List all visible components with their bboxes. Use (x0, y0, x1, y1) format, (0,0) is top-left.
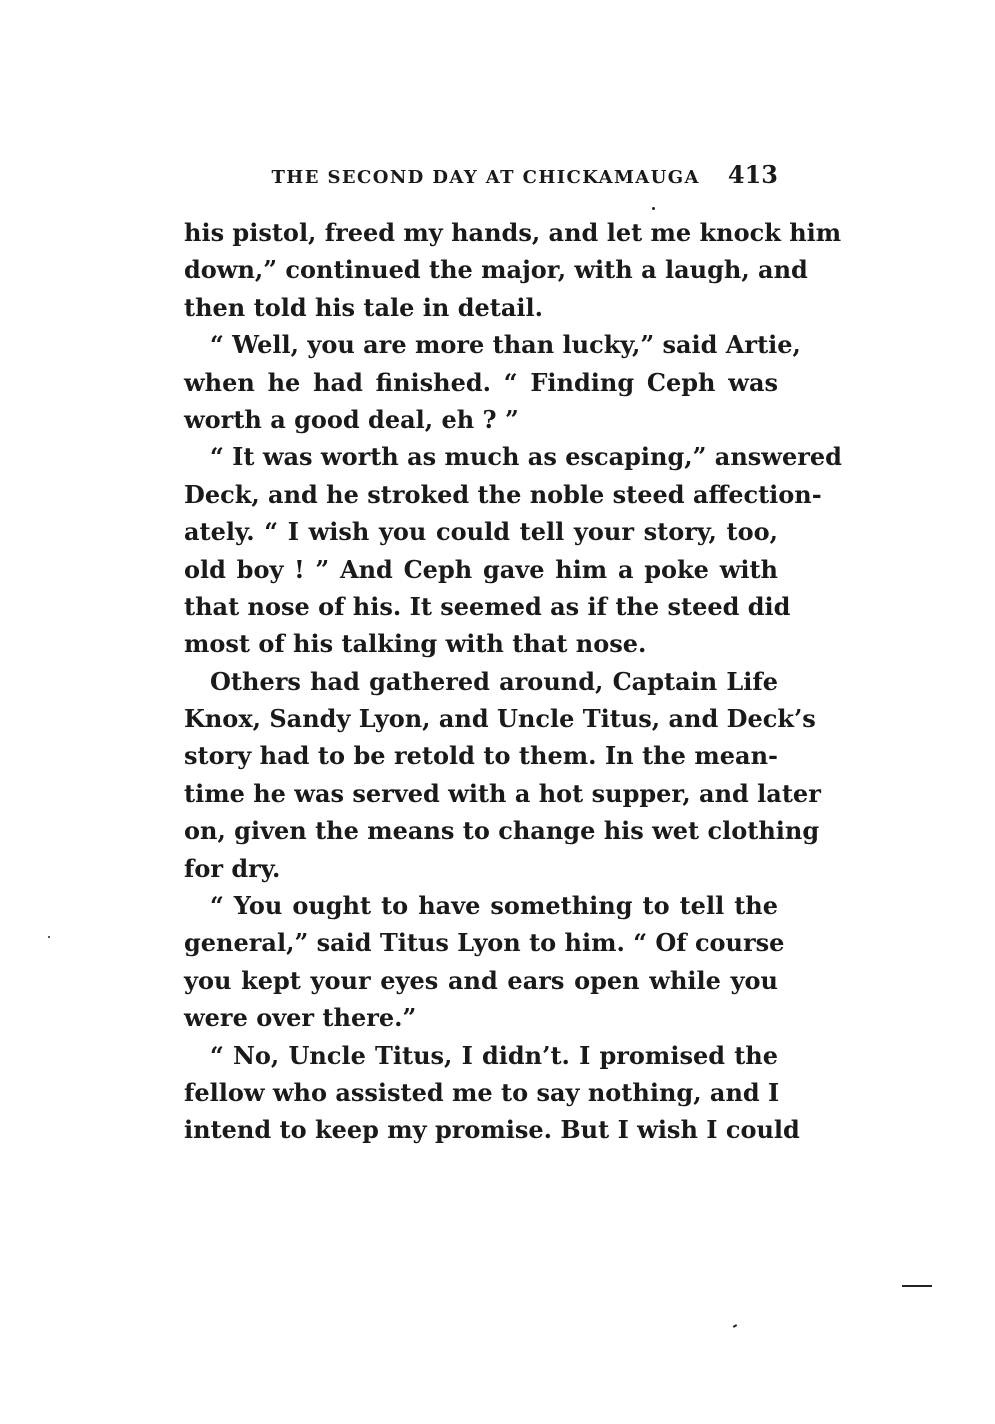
body-text (184, 214, 842, 1149)
text-line: that nose of his. It seemed as if the steed did (184, 591, 791, 621)
text-line: old boy ! ” And Ceph gave him a poke with (184, 554, 778, 584)
text-line: intend to keep my promise. But I wish I could (184, 1115, 800, 1145)
text-line: most of his talking with that nose. (184, 629, 647, 659)
text-line: “ No, Uncle Titus, I didn’t. I promised the (210, 1040, 778, 1070)
text-line: Deck, and he stroked the noble steed affection- (184, 479, 822, 509)
text-line: his pistol, freed my hands, and let me knock him (184, 218, 842, 247)
ink-speck (733, 1324, 737, 1328)
text-line: down,” continued the major, with a laugh, and (184, 255, 808, 285)
text-line: time he was served with a hot supper, and later (184, 778, 821, 808)
text-line: worth a good deal, eh ? ” (184, 404, 519, 434)
text-line: story had to be retold to them. In the mean- (184, 741, 778, 771)
text-line: “ Well, you are more than lucky,” said Artie, (210, 330, 801, 360)
page-number: 413 (727, 160, 778, 189)
text-line: were over there.” (184, 1003, 417, 1033)
text-line: ately. “ I wish you could tell your story, too, (184, 517, 778, 547)
text-line: Knox, Sandy Lyon, and Uncle Titus, and Deck’s (184, 704, 816, 734)
text-line: general,” said Titus Lyon to him. “ Of course (184, 928, 785, 958)
text-line: when he had finished. “ Finding Ceph was (184, 367, 778, 397)
margin-dash-mark (902, 1285, 932, 1287)
text-line: fellow who assisted me to say nothing, and I (184, 1077, 780, 1107)
text-line: “ You ought to have something to tell the (210, 891, 778, 921)
running-head (184, 160, 778, 194)
ink-speck (652, 207, 655, 210)
text-line: on, given the means to change his wet clothing (184, 816, 820, 846)
running-title: THE SECOND DAY AT CHICKAMAUGA (271, 167, 700, 188)
text-line: then told his tale in detail. (184, 292, 543, 322)
text-line: “ It was worth as much as escaping,” answered (210, 442, 842, 472)
text-line: Others had gathered around, Captain Life (210, 666, 778, 696)
text-line: for dry. (184, 853, 281, 883)
text-line: you kept your eyes and ears open while you (184, 965, 778, 995)
ink-speck (48, 936, 50, 938)
